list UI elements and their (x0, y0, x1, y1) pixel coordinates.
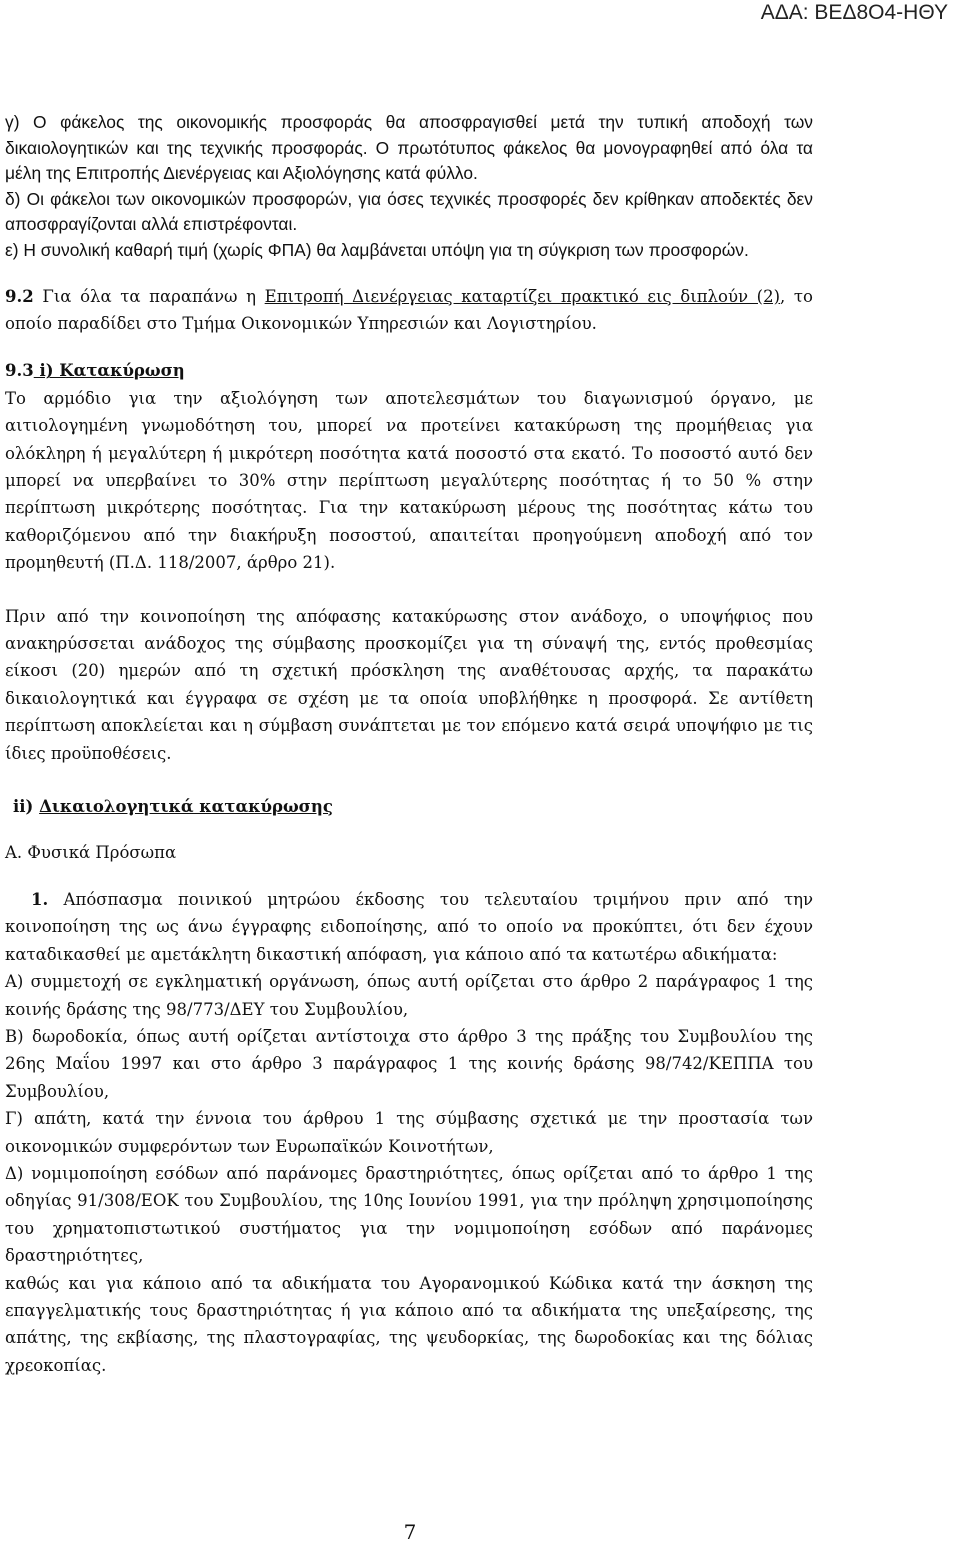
item-1-text: Απόσπασμα ποινικού μητρώου έκδοσης του τελευταίου τριμήνου πριν από την κοινοποίηση της ως άνω έγγραφης ειδοποίησης, από το οποίο να προκύπτει, ότι δεν έχουν καταδικασθεί με αμετάκλητη δικαστική απόφαση, για κάποιο από τα κατωτέρω αδικήματα: (5, 889, 813, 964)
section-9-2-rest: , το οποίο παραδίδει στο Τμήμα Οικονομικών Υπηρεσιών και Λογιστηρίου. (5, 286, 813, 333)
section-ii-prefix: ii) (13, 797, 40, 817)
item-1-number: 1. (31, 889, 49, 909)
section-9-3-paragraph-2: Πριν από την κοινοποίηση της απόφασης κατακύρωσης στον ανάδοχο, ο υποψήφιος που ανακηρύσσεται ανάδοχος της σύμβασης προσκομίζει για τη σύναψή της, εντός προθεσμίας είκοσι (20) ημερών από τη σχετική πρόσκληση της αναθέτουσας αρχής, τα παρακάτω δικαιολογητικά και έγγραφα σε σχέση με τα οποία υποβλήθηκε η προσφορά. Σε αντίθετη περίπτωση αποκλείεται και η σύμβαση συνάπτεται με τον επόμενο κατά σειρά υποψήφιο με τις ίδιες προϋποθέσεις. (5, 606, 813, 763)
page-number: 7 (403, 1520, 417, 1544)
paragraph-g: γ) Ο φάκελος της οικονομικής προσφοράς θα αποσφραγισθεί μετά την τυπική αποδοχή των δικαιολογητικών και της τεχνικής προσφοράς. Ο πρωτότυπος φάκελος θα μονογραφηθεί από όλα τα μέλη της Επιτροπής Διενέργειας και Αξιολόγησης κατά φύλλο. (5, 112, 813, 184)
section-ii-title: Δικαιολογητικά κατακύρωσης (39, 797, 333, 817)
item-1 (5, 886, 813, 968)
document-body (5, 110, 813, 1379)
section-9-3-heading (5, 357, 813, 384)
item-1-d: Δ) νομιμοποίηση εσόδων από παράνομες δραστηριότητες, όπως ορίζεται από το άρθρο 1 της οδηγίας 91/308/ΕΟΚ του Συμβουλίου, της 10ης Ιουνίου 1991, για την πρόληψη χρησιμοποίησης του χρηματοπιστωτικού συστήματος για την νομιμοποίηση εσόδων από παράνομες δραστηριότητες, (5, 1163, 813, 1266)
section-9-2-underlined: Επιτροπή Διενέργειας καταρτίζει πρακτικό εις διπλούν (2) (264, 286, 781, 306)
sans-section (5, 110, 813, 264)
item-1-a: Α) συμμετοχή σε εγκληματική οργάνωση, όπως αυτή ορίζεται στο άρθρο 2 παράγραφος 1 της κοινής δράσης της 98/773/ΔΕΥ του Συμβουλίου, (5, 972, 813, 1019)
ada-code: ΑΔΑ: ΒΕΔ8Ο4-ΗΘΥ (760, 1, 948, 24)
item-1-closing: καθώς και για κάποιο από τα αδικήματα του Αγορανομικού Κώδικα κατά την άσκηση της επαγγελματικής τους δραστηριότητας ή για κάποιο από τα αδικήματα της υπεξαίρεσης, της απάτης, της εκβίασης, της πλαστογραφίας, της ψευδορκίας, της δωροδοκίας και της δόλιας χρεοκοπίας. (5, 1273, 813, 1375)
section-9-3-paragraph-1: Το αρμόδιο για την αξιολόγηση των αποτελεσμάτων του διαγωνισμού όργανο, με αιτιολογημένη γνωμοδότηση του, μπορεί να προτείνει κατακύρωση της προμήθειας για ολόκληρη ή μεγαλύτερη ή μικρότερη ποσότητα κατά ποσοστό στα εκατό. Το ποσοστό αυτό δεν μπορεί να υπερβαίνει το 30% στην περίπτωση μεγαλύτερης ποσότητας ή το 50 % στην περίπτωση μικρότερης ποσότητας. Για την κατακύρωση μέρους της ποσότητας κάτω του καθοριζόμενου από την διακήρυξη ποσοστού, απαιτείται προηγούμενη αποδοχή από τον προμηθευτή (Π.Δ. 118/2007, άρθρο 21). (5, 388, 813, 573)
paragraph-d: δ) Οι φάκελοι των οικονομικών προσφορών, για όσες τεχνικές προσφορές δεν κρίθηκαν αποδεκτές δεν αποσφραγίζονται αλλά επιστρέφονται. (5, 188, 813, 235)
subsection-title: Α. Φυσικά Πρόσωπα (5, 843, 177, 863)
item-1-c: Γ) απάτη, κατά την έννοια του άρθρου 1 της σύμβασης σχετικά με την προστασία των οικονομικών συμφερόντων των Ευρωπαϊκών Κοινοτήτων, (5, 1109, 813, 1156)
item-1-b: Β) δωροδοκία, όπως αυτή ορίζεται αντίστοιχα στο άρθρο 3 της πράξης του Συμβουλίου της 26ης Μαΐου 1997 και στο άρθρο 3 παράγραφος 1 της κοινής δράσης 98/742/ΚΕΠΠΑ του Συμβουλίου, (5, 1026, 813, 1101)
section-9-2-lead: Για όλα τα παραπάνω η (33, 286, 265, 306)
section-9-3-title: i) Κατακύρωση (33, 361, 185, 381)
paragraph-e: ε) Η συνολική καθαρή τιμή (χωρίς ΦΠΑ) θα λαμβάνεται υπόψη για τη σύγκριση των προσφορών. (5, 239, 749, 260)
section-9-2-number: 9.2 (5, 286, 34, 306)
section-ii-heading (5, 793, 813, 820)
serif-section (5, 283, 813, 1380)
section-9-2 (5, 283, 813, 338)
section-9-3-number: 9.3 (5, 361, 34, 381)
